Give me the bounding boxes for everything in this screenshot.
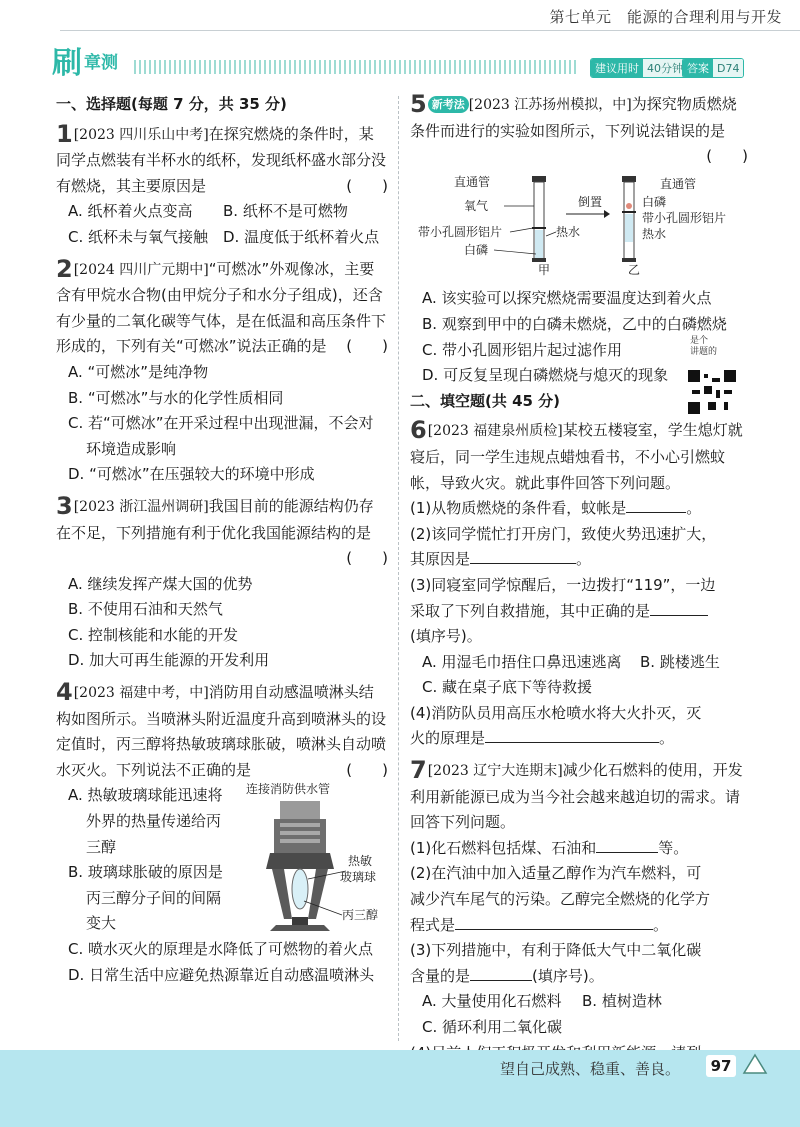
fig-plate-2: 带小孔圆形铝片 bbox=[642, 210, 727, 225]
answer-paren: ( ) bbox=[346, 337, 388, 356]
page-footer bbox=[0, 1050, 800, 1127]
question-number: 1 bbox=[56, 119, 73, 148]
fig-label-glycerol: 丙三醇 bbox=[342, 908, 379, 923]
punct: 等。 bbox=[658, 838, 689, 857]
sub-question-3-note: (填序号)。 bbox=[410, 627, 482, 646]
section-title-fill: 二、填空题(共 45 分) bbox=[410, 391, 561, 410]
option-b[interactable]: B. 纸杯不是可燃物 bbox=[223, 202, 348, 221]
sub-question-3: (3)同寝室同学惊醒后，一边拨打“119”，一边 bbox=[410, 575, 716, 594]
option-d[interactable]: D. 温度低于纸杯着火点 bbox=[223, 227, 380, 246]
option-c-cont: 环境造成影响 bbox=[86, 439, 177, 458]
option-a[interactable]: A. 用湿毛巾捂住口鼻迅速逃离 bbox=[422, 652, 622, 671]
unit-title: 第七单元 能源的合理利用与开发 bbox=[549, 8, 782, 26]
question-4 bbox=[56, 680, 388, 989]
answer-blank[interactable] bbox=[470, 966, 532, 981]
punct: (填序号)。 bbox=[532, 966, 604, 985]
sub-question-4: (4)消防队员用高压水枪喷水将大火扑灭，灭 bbox=[410, 703, 702, 722]
question-number: 7 bbox=[410, 756, 427, 785]
fig-whiteP-1: 白磷 bbox=[464, 242, 489, 257]
page-number: 97 bbox=[706, 1055, 736, 1077]
brand-small: 章测 bbox=[84, 52, 118, 73]
sub-question-3-cont: 含量的是 bbox=[410, 966, 471, 985]
header-hatch bbox=[134, 60, 579, 74]
punct: 。 bbox=[659, 729, 675, 748]
option-c[interactable]: C. 纸杯未与氧气接触 bbox=[68, 227, 209, 246]
question-stem: “可燃冰”外观像冰，主要含有甲烷水合物(由甲烷分子和水分子组成)，还含有少量的二氧化碳等气体，是在低温和高压条件下形成的，下列有关“可燃冰”说法正确的是 bbox=[56, 259, 387, 356]
question-number: 2 bbox=[56, 254, 73, 283]
punct: 。 bbox=[576, 550, 592, 569]
fig-oxygen: 氧气 bbox=[464, 198, 489, 213]
options-with-figure bbox=[56, 783, 388, 937]
answer-blank[interactable] bbox=[650, 601, 708, 616]
option-a-cont: 三醇 bbox=[86, 837, 117, 856]
question-6 bbox=[410, 418, 748, 752]
punct: 。 bbox=[686, 499, 702, 518]
fig-label-pipe: 连接消防供水管 bbox=[246, 782, 331, 797]
option-c[interactable]: C. 藏在桌子底下等待救援 bbox=[422, 678, 593, 697]
option-a[interactable]: A. 继续发挥产煤大国的优势 bbox=[68, 574, 253, 593]
section-title-choice: 一、选择题(每题 7 分，共 35 分) bbox=[56, 95, 287, 113]
option-b[interactable]: B. 植树造林 bbox=[582, 992, 662, 1011]
time-badge: 建议用时 40分钟 bbox=[590, 58, 688, 78]
sub-question-1: (1)从物质燃烧的条件看，蚊帐是 bbox=[410, 499, 627, 518]
sub-question-3-cont: 采取了下列自救措施，其中正确的是 bbox=[410, 601, 651, 620]
fig-plate-1: 带小孔圆形铝片 bbox=[418, 224, 503, 239]
answer-paren: ( ) bbox=[706, 147, 748, 166]
question-stem: 为探究物质燃烧条件而进行的实验如图所示，下列说法错误的是 bbox=[410, 95, 737, 140]
fig-tube-1: 直通管 bbox=[454, 174, 491, 189]
question-stem: 某校五楼寝室，学生熄灯就寝后，同一学生违规点蜡烛看书，不小心引燃蚊帐，导致火灾。就此事件回答下列问题。 bbox=[410, 421, 743, 492]
question-source: [2023 江苏扬州模拟，中] bbox=[468, 97, 632, 113]
option-a[interactable]: A. 热敏玻璃球能迅速将 bbox=[68, 786, 223, 805]
question-source: [2023 四川乐山中考] bbox=[73, 126, 209, 143]
fig-hotwater-2: 热水 bbox=[642, 226, 667, 241]
option-b-cont: 变大 bbox=[86, 914, 117, 933]
option-d[interactable]: D. 可反复呈现白磷燃烧与熄灭的现象 bbox=[422, 366, 669, 385]
option-c[interactable]: C. 控制核能和水能的开发 bbox=[68, 625, 239, 644]
fig-label-ball-1: 热敏 bbox=[348, 854, 373, 869]
question-source: [2023 浙江温州调研] bbox=[73, 498, 209, 515]
option-c[interactable]: C. 喷水灭火的原理是水降低了可燃物的着火点 bbox=[68, 940, 374, 959]
option-a-cont: 外界的热量传递给丙 bbox=[86, 812, 222, 831]
answer-blank[interactable] bbox=[455, 915, 653, 930]
brand-big: 刷 bbox=[52, 46, 82, 81]
fig-yi: 乙 bbox=[628, 262, 641, 277]
left-column bbox=[56, 92, 388, 989]
option-a[interactable]: A. “可燃冰”是纯净物 bbox=[68, 362, 209, 381]
question-stem: 我国目前的能源结构仍存在不足，下列措施有利于优化我国能源结构的是 bbox=[56, 496, 374, 542]
option-b[interactable]: B. “可燃冰”与水的化学性质相同 bbox=[68, 388, 284, 407]
question-number: 5 bbox=[410, 90, 427, 118]
option-c[interactable]: C. 若“可燃冰”在开采过程中出现泄漏，不会对 bbox=[68, 414, 374, 433]
option-b[interactable]: B. 不使用石油和天然气 bbox=[68, 600, 223, 619]
sub-question-2-cont: 程式是 bbox=[410, 915, 456, 934]
answer-blank[interactable] bbox=[470, 549, 576, 564]
options-row bbox=[56, 199, 388, 225]
sub-question-2: (2)在汽油中加入适量乙醇作为汽车燃料，可 bbox=[410, 864, 702, 883]
question-1 bbox=[56, 119, 388, 251]
question-source: [2023 福建泉州质检] bbox=[427, 423, 563, 440]
header-rule bbox=[60, 30, 800, 31]
question-stem: 在探究燃烧的条件时，某同学点燃装有半杯水的纸杯，发现纸杯盛水部分没有燃烧，其主要原因是 bbox=[56, 124, 387, 195]
question-3 bbox=[56, 491, 388, 674]
option-a[interactable]: A. 大量使用化石燃料 bbox=[422, 992, 562, 1011]
question-number: 6 bbox=[410, 416, 427, 445]
footer-motto: 望自己成熟、稳重、善良。 bbox=[500, 1060, 681, 1078]
new-method-badge: 新考法 bbox=[428, 96, 469, 113]
question-2 bbox=[56, 254, 388, 488]
sprinkler-figure bbox=[234, 779, 394, 937]
option-a[interactable]: A. 纸杯着火点变高 bbox=[68, 202, 193, 221]
answer-blank[interactable] bbox=[485, 728, 659, 743]
column-divider bbox=[398, 96, 399, 1041]
qr-hint bbox=[690, 336, 717, 358]
answer-badge: 答案 D74 bbox=[682, 58, 744, 78]
question-number: 3 bbox=[56, 491, 73, 520]
question-number: 4 bbox=[56, 678, 73, 707]
sub-question-2: (2)该同学慌忙打开房门，致使火势迅速扩大， bbox=[410, 524, 717, 543]
question-source: [2023 辽宁大连期末] bbox=[427, 763, 563, 780]
question-source: [2023 福建中考，中] bbox=[73, 685, 209, 702]
fig-label-ball-2: 玻璃球 bbox=[340, 870, 377, 885]
qr-code-icon[interactable] bbox=[688, 370, 736, 414]
question-stem: 减少化石燃料的使用，开发利用新能源已成为当今社会越来越迫切的需求。请回答下列问题。 bbox=[410, 761, 743, 832]
question-source: [2024 四川广元期中] bbox=[73, 261, 209, 278]
fig-jia: 甲 bbox=[538, 262, 551, 277]
qr-hint-2: 讲题的 bbox=[690, 347, 718, 357]
option-d[interactable]: D. 加大可再生能源的开发利用 bbox=[68, 651, 270, 670]
answer-paren: ( ) bbox=[346, 549, 388, 568]
sub-question-2-cont: 其原因是 bbox=[410, 550, 471, 569]
option-b[interactable]: B. 跳楼逃生 bbox=[640, 652, 720, 671]
fig-whiteP-2: 白磷 bbox=[642, 194, 667, 209]
option-d[interactable]: D. 日常生活中应避免热源靠近自动感温喷淋头 bbox=[68, 966, 375, 985]
right-column bbox=[410, 92, 748, 1092]
fig-invert: 倒置 bbox=[578, 194, 603, 209]
option-c[interactable]: C. 循环利用二氧化碳 bbox=[422, 1018, 563, 1036]
options-row bbox=[56, 225, 388, 251]
qr-hint-1: 是个 bbox=[690, 336, 709, 346]
triangle-icon bbox=[742, 1052, 768, 1076]
answer-blank[interactable] bbox=[596, 838, 658, 853]
sub-question-3: (3)下列措施中，有利于降低大气中二氧化碳 bbox=[410, 941, 702, 960]
combustion-experiment-figure bbox=[410, 170, 740, 278]
option-c[interactable]: C. 带小孔圆形铝片起过滤作用 bbox=[422, 340, 623, 359]
option-b[interactable]: B. 观察到甲中的白磷未燃烧，乙中的白磷燃烧 bbox=[422, 314, 727, 333]
option-b-cont: 丙三醇分子间的间隔 bbox=[86, 888, 222, 907]
fig-tube-2: 直通管 bbox=[660, 176, 697, 191]
option-d[interactable]: D. “可燃冰”在压强较大的环境中形成 bbox=[68, 465, 315, 484]
option-a[interactable]: A. 该实验可以探究燃烧需要温度达到着火点 bbox=[422, 289, 712, 308]
brand-logo bbox=[52, 44, 118, 81]
sub-question-2-cont: 减少汽车尾气的污染。乙醇完全燃烧的化学方 bbox=[410, 890, 711, 909]
question-7 bbox=[410, 758, 748, 1092]
sub-question-4-cont: 火的原理是 bbox=[410, 729, 486, 748]
option-b[interactable]: B. 玻璃球胀破的原因是 bbox=[68, 863, 223, 882]
answer-blank[interactable] bbox=[626, 498, 686, 513]
answer-paren: ( ) bbox=[346, 760, 388, 779]
sub-question-1: (1)化石燃料包括煤、石油和 bbox=[410, 838, 597, 857]
fig-hotwater-1: 热水 bbox=[556, 224, 581, 239]
question-stem: 消防用自动感温喷淋头结构如图所示。当喷淋头附近温度升高到喷淋头的设定值时，丙三醇将热敏玻璃球胀破，喷淋头自动喷水灭火。下列说法不正确的是 bbox=[56, 683, 387, 779]
answer-paren: ( ) bbox=[346, 176, 388, 195]
punct: 。 bbox=[653, 915, 669, 934]
